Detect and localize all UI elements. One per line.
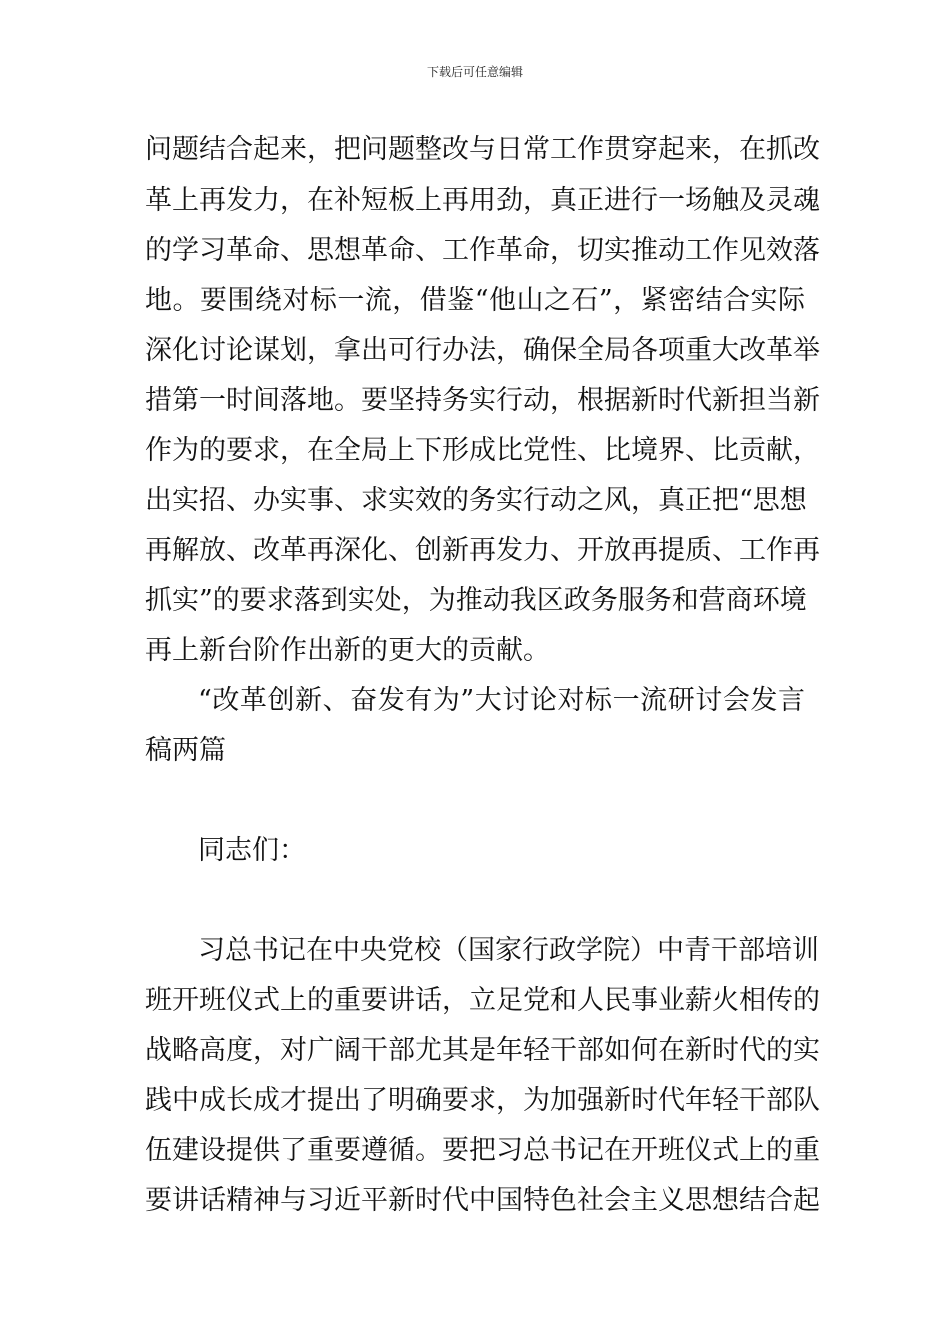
text-line: 革上再发力，在补短板上再用劲，真正进行一场触及灵魂 (145, 185, 820, 216)
title-line: 稿两篇 (145, 735, 226, 766)
text-line: 深化讨论谋划，拿出可行办法，确保全局各项重大改革举 (145, 335, 820, 366)
text-line: 伍建设提供了重要遵循。要把习总书记在开班仪式上的重 (145, 1135, 820, 1166)
text-line: 的学习革命、思想革命、工作革命，切实推动工作见效落 (145, 235, 820, 266)
text-line: 战略高度，对广阔干部尤其是年轻干部如何在新时代的实 (145, 1035, 820, 1066)
text-line: 问题结合起来，把问题整改与日常工作贯穿起来，在抓改 (145, 134, 820, 165)
text-line: 习总书记在中央党校（国家行政学院）中青干部培训 (198, 935, 819, 966)
text-line: 抓实”的要求落到实处，为推动我区政务服务和营商环境 (145, 585, 807, 616)
text-line: 班开班仪式上的重要讲话，立足党和人民事业薪火相传的 (145, 985, 820, 1016)
text-line: 措第一时间落地。要坚持务实行动，根据新时代新担当新 (145, 385, 820, 416)
text-line: 出实招、办实事、求实效的务实行动之风，真正把“思想 (145, 485, 807, 516)
title-line: “改革创新、奋发有为”大讨论对标一流研讨会发言 (198, 685, 805, 716)
text-line: 地。要围绕对标一流，借鉴“他山之石”，紧密结合实际 (145, 285, 805, 316)
text-line: 再上新台阶作出新的更大的贡献。 (145, 635, 550, 666)
text-line: 要讲话精神与习近平新时代中国特色社会主义思想结合起 (145, 1185, 820, 1216)
text-line: 再解放、改革再深化、创新再发力、开放再提质、工作再 (145, 535, 820, 566)
salutation: 同志们： (198, 835, 306, 866)
page-header: 下载后可任意编辑 (426, 65, 523, 79)
text-line: 作为的要求，在全局上下形成比党性、比境界、比贡献， (145, 435, 820, 466)
text-line: 践中成长成才提出了明确要求，为加强新时代年轻干部队 (145, 1085, 820, 1116)
